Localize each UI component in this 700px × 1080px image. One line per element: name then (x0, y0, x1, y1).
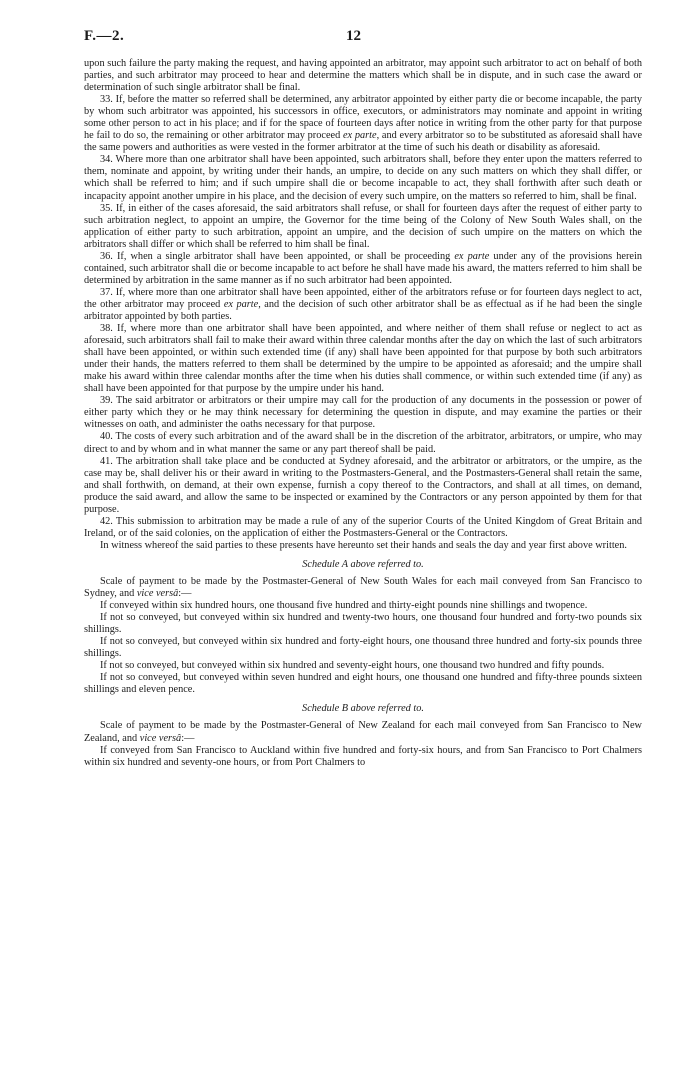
page-header (84, 28, 642, 58)
schedule-a-intro: Scale of payment to be made by the Postmaster-General of New South Wales for each mail conveyed from San Francisco to Sydney, and vice versâ:— (84, 575, 642, 600)
schedule-a-item: If not so conveyed, but conveyed within seven hundred and eight hours, one thousand one hundred and fifty-three pounds sixteen shillings and eleven pence. (84, 672, 642, 696)
clause-36: 36. If, when a single arbitrator shall have been appointed, or shall be proceeding ex parte under any of the provisions herein contained, such arbitrator shall die or become incapable to act before he shall have made his award, the matters referred to him shall be determined by arbitration in the same manner as if no such arbitrator had been appointed. (84, 250, 642, 286)
witness-clause: In witness whereof the said parties to these presents have hereunto set their hands and seals the day and year first above written. (100, 539, 627, 551)
schedule-b-item: If conveyed from San Francisco to Auckland within five hundred and forty-six hours, and from San Francisco to Port Chalmers within six hundred and seventy-one hours, or from Port Chalmers to (84, 744, 642, 768)
clause-37: 37. If, where more than one arbitrator shall have been appointed, either of the arbitrators refuse or for fourteen days neglect to act, the other arbitrator may proceed ex parte, and the decision of such other arbitrator shall be as effectual as if he had been the single arbitrator appointed by both parties. (84, 286, 643, 322)
clause-39: 39. The said arbitrator or arbitrators or their umpire may call for the production of any documents in the possession or power of either party which they or he may think necessary for determining the question in dispute, and may examine the parties or their witnesses on oath, and administer the oaths necessary for that purpose. (84, 395, 642, 431)
schedule-a-heading: Schedule A above referred to. (302, 558, 424, 570)
document-reference: F.—2. (84, 28, 125, 44)
clause-41: 41. The arbitration shall take place and be conducted at Sydney aforesaid, and the arbitrator or arbitrators, or the umpire, as the case may be, shall deliver his or their award in writing to the Postmasters-General, and the Postmasters-General shall retain the same, and shall forthwith, on demand, at their own expense, furnish a copy thereof to the Contractors, and shall at all times, on demand, produce the said award, and allow the same to be inspected or examined by the Contractors or any person appointed by them for that purpose. (84, 455, 642, 515)
clause-40: 40. The costs of every such arbitration and of the award shall be in the discretion of the arbitrator, arbitrators, or umpire, who may direct to and by whom and in what manner the same or any part thereof shall be paid. (84, 431, 642, 455)
clause-42: 42. This submission to arbitration may be made a rule of any of the superior Courts of the United Kingdom of Great Britain and Ireland, or of the said colonies, on the application of either the Postmasters-General or the Contractors. (84, 515, 642, 539)
clause-38: 38. If, where more than one arbitrator shall have been appointed, and where neither of them shall refuse or neglect to act as aforesaid, such arbitrators shall fail to make their award within three calendar months after the day on which the last of such arbitrators shall have been appointed, or within such extended time (if any) shall have been appointed for that purpose by both such arbitrators under their hands, the matters referred to them shall be determined by the umpire to be appointed as aforesaid; and the umpire shall make his award within three calendar months after the time when his duties shall commence, or within such extended time (if any) as shall have been appointed for that purpose by the umpire under his hand. (84, 323, 642, 395)
page-number: 12 (346, 28, 361, 44)
schedule-a-item: If not so conveyed, but conveyed within six hundred and twenty-two hours, one thousand four hundred and forty-two pounds six shillings. (84, 612, 642, 636)
clause-35: 35. If, in either of the cases aforesaid, the said arbitrators shall refuse, or shall for fourteen days after the request of either party to such arbitration neglect, to appoint an umpire, the Governor for the time being of the Colony of New South Wales shall, on the application of either party to such arbitration, appoint an umpire, and the decision of such umpire on the matters on which the arbitrators shall differ or which shall be referred to him shall be final. (84, 202, 642, 250)
schedule-a-item: If not so conveyed, but conveyed within six hundred and seventy-eight hours, one thousand two hundred and fifty pounds. (100, 660, 605, 672)
clause-34: 34. Where more than one arbitrator shall have been appointed, such arbitrators shall, before they enter upon the matters referred to them, nominate and appoint, by writing under their hands, an umpire, to decide on any such matters on which they shall differ, or which shall be referred to him; and if such umpire shall die or become incapable to act, they shall forthwith after such death or incapacity appoint another umpire in his place, and the decision of every such umpire, on the matters so referred to him, shall be final. (84, 154, 642, 202)
schedule-b-intro: Scale of payment to be made by the Postmaster-General of New Zealand for each mail conveyed from San Francisco to New Zealand, and vice versâ:— (84, 720, 642, 744)
schedule-b-heading: Schedule B above referred to. (302, 703, 424, 715)
schedule-a-item: If not so conveyed, but conveyed within six hundred and forty-eight hours, one thousand three hundred and forty-six pounds three shillings. (84, 636, 642, 660)
document-body (84, 58, 642, 769)
clause-33: 33. If, before the matter so referred shall be determined, any arbitrator appointed by either party die or become incapable, the party by whom such arbitrator was appointed, his successors in office, executors, or administrators may nominate and appoint in writing some other person to act in his place; and if for the space of fourteen days after notice in writing from the other party for that purpose he fail to do so, the remaining or other arbitrator may proceed ex parte, and every arbitrator so to be substituted as aforesaid shall have the same powers and authorities as were vested in the former arbitrator at the time of such his death or disability as aforesaid. (84, 94, 643, 154)
paragraph-continuation: upon such failure the party making the request, and having appointed an arbitrator, may appoint such arbitrator to act on behalf of both parties, and such arbitrator may proceed to hear and determine the matters which shall be in dispute, and in such case the award or determination of such single arbitrator shall be final. (84, 58, 642, 94)
schedule-a-item: If conveyed within six hundred hours, one thousand five hundred and thirty-eight pounds nine shillings and twopence. (100, 600, 588, 612)
